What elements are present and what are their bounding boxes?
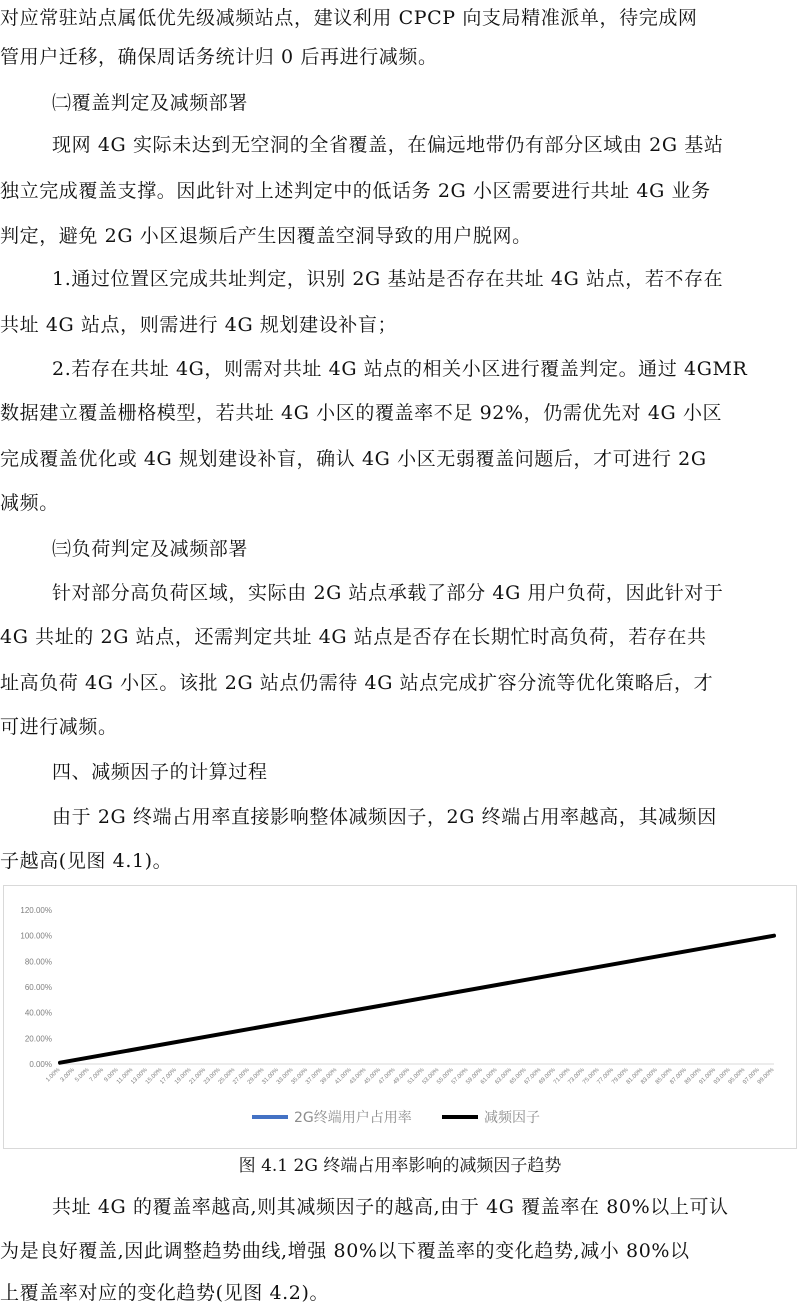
x-tick-label: 55.00% [436,1067,455,1086]
x-tick-label: 61.00% [479,1067,499,1086]
x-tick-label: 57.00% [450,1067,470,1086]
y-tick-label: 100.00% [20,931,52,941]
text-line: 独立完成覆盖支撑。因此针对上述判定中的低话务 2G 小区需要进行共址 4G 业务 [0,180,711,202]
x-tick-label: 79.00% [611,1067,630,1086]
x-tick-label: 91.00% [698,1067,718,1086]
x-tick-label: 77.00% [596,1067,616,1086]
section-heading: ㈢负荷判定及减频部署 [52,538,249,560]
line-chart [4,886,798,1150]
x-tick-label: 89.00% [683,1067,703,1086]
x-tick-label: 35.00% [290,1067,310,1086]
x-tick-label: 21.00% [188,1067,208,1086]
x-tick-label: 69.00% [538,1067,557,1086]
x-tick-label: 1.00% [45,1067,62,1084]
x-tick-label: 39.00% [319,1067,339,1086]
x-tick-label: 75.00% [581,1067,601,1086]
x-tick-label: 43.00% [348,1067,368,1086]
x-tick-label: 63.00% [494,1067,514,1086]
text-line: 对应常驻站点属低优先级减频站点，建议利用 CPCP 向支局精准派单，待完成网 [0,7,698,29]
x-tick-label: 31.00% [261,1067,280,1086]
text-line: 可进行减频。 [0,716,118,738]
text-line: 上覆盖率对应的变化趋势(见图 4.2)。 [0,1282,330,1304]
x-tick-label: 85.00% [654,1067,674,1086]
text-line: 为是良好覆盖,因此调整趋势曲线,增强 80%以下覆盖率的变化趋势,减小 80%以 [0,1240,690,1262]
x-tick-label: 59.00% [465,1067,484,1086]
text-line: 共址 4G 的覆盖率越高,则其减频因子的越高,由于 4G 覆盖率在 80%以上可认 [52,1196,729,1218]
section-heading: ㈡覆盖判定及减频部署 [52,92,249,114]
x-tick-label: 51.00% [407,1067,426,1086]
y-tick-label: 20.00% [24,1034,52,1044]
x-tick-label: 73.00% [567,1067,586,1086]
x-tick-label: 81.00% [625,1067,645,1086]
x-tick-label: 87.00% [669,1067,688,1086]
text-line: 现网 4G 实际未达到无空洞的全省覆盖，在偏远地带仍有部分区域由 2G 基站 [52,134,724,156]
x-tick-label: 67.00% [523,1067,543,1086]
x-tick-label: 23.00% [203,1067,222,1086]
x-tick-label: 97.00% [742,1067,761,1086]
x-tick-label: 27.00% [232,1067,251,1086]
text-line: 数据建立覆盖栅格模型，若共址 4G 小区的覆盖率不足 92%，仍需优先对 4G 小区 [0,402,723,424]
x-tick-label: 45.00% [363,1067,382,1086]
x-tick-label: 25.00% [217,1067,237,1086]
y-tick-label: 60.00% [24,983,52,992]
text-line: 1.通过位置区完成共址判定，识别 2G 基站是否存在共址 4G 站点，若不存在 [52,268,724,290]
text-line: 4G 共址的 2G 站点，还需判定共址 4G 站点是否存在长期忙时高负荷，若存在共 [0,626,707,648]
series-line-2 [60,936,774,1063]
x-tick-label: 53.00% [421,1067,441,1086]
x-tick-label: 11.00% [115,1067,135,1086]
x-tick-label: 17.00% [159,1067,178,1086]
x-tick-label: 29.00% [246,1067,266,1086]
x-tick-label: 5.00% [74,1067,91,1084]
x-tick-label: 19.00% [173,1067,193,1086]
chart-container [3,885,797,1149]
legend-label-2: 减频因子 [484,1110,540,1126]
x-tick-label: 37.00% [305,1067,324,1086]
text-line: 子越高(见图 4.1)。 [0,850,173,872]
text-line: 针对部分高负荷区域，实际由 2G 站点承载了部分 4G 用户负荷，因此针对于 [52,582,724,604]
y-tick-label: 120.00% [20,906,52,915]
x-tick-label: 93.00% [713,1067,732,1086]
y-tick-label: 0.00% [29,1060,52,1069]
x-tick-label: 47.00% [377,1067,397,1086]
x-tick-label: 71.00% [552,1067,572,1086]
x-tick-label: 7.00% [88,1067,106,1084]
x-tick-label: 13.00% [130,1067,149,1086]
x-tick-label: 95.00% [727,1067,747,1086]
x-tick-label: 99.00% [756,1067,776,1086]
legend-label-1: 2G终端用户占用率 [294,1110,412,1126]
x-tick-label: 15.00% [144,1067,164,1086]
x-tick-label: 33.00% [275,1067,295,1086]
text-line: 由于 2G 终端占用率直接影响整体减频因子，2G 终端占用率越高，其减频因 [52,806,717,828]
x-tick-label: 41.00% [334,1067,353,1086]
x-tick-label: 65.00% [509,1067,528,1086]
text-line: 判定，避免 2G 小区退频后产生因覆盖空洞导致的用户脱网。 [0,225,532,247]
text-line: 2.若存在共址 4G，则需对共址 4G 站点的相关小区进行覆盖判定。通过 4GMR [52,358,748,380]
text-line: 址高负荷 4G 小区。该批 2G 站点仍需待 4G 站点完成扩容分流等优化策略后，才 [0,672,714,694]
x-tick-label: 9.00% [103,1067,120,1084]
text-line: 完成覆盖优化或 4G 规划建设补盲，确认 4G 小区无弱覆盖问题后，才可进行 2G [0,448,707,470]
figure-caption: 图 4.1 2G 终端占用率影响的减频因子趋势 [238,1156,562,1176]
x-tick-label: 3.00% [59,1067,76,1084]
y-tick-label: 80.00% [24,957,52,967]
text-line: 共址 4G 站点，则需进行 4G 规划建设补盲； [0,314,398,336]
text-line: 减频。 [0,492,59,514]
x-tick-label: 83.00% [640,1067,659,1086]
section-heading: 四、减频因子的计算过程 [52,761,268,783]
y-tick-label: 40.00% [24,1008,52,1018]
text-line: 管用户迁移，确保周话务统计归 0 后再进行减频。 [0,46,438,68]
x-tick-label: 49.00% [392,1067,412,1086]
